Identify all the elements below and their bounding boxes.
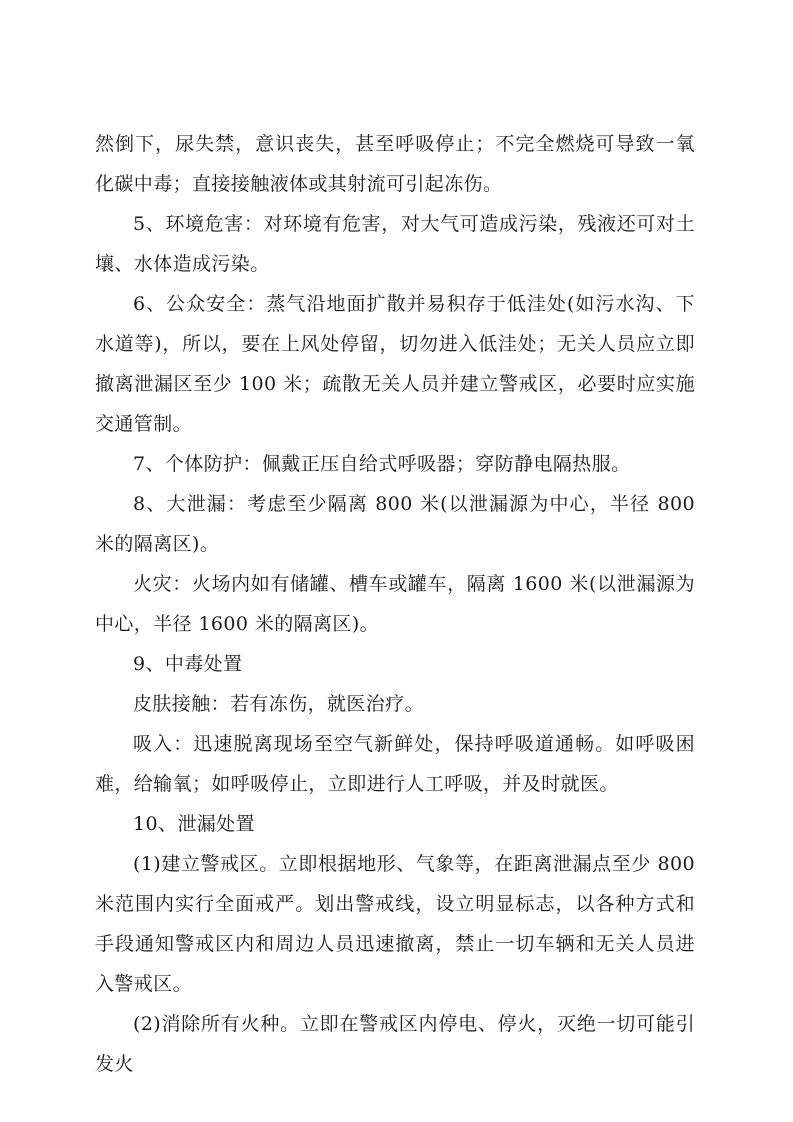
paragraph-eliminate-fire-sources: (2)消除所有火种。立即在警戒区内停电、停火，灭绝一切可能引发火 bbox=[95, 1013, 695, 1075]
paragraph-large-leak: 8、大泄漏：考虑至少隔离 800 米(以泄漏源为中心，半径 800 米的隔离区)。 bbox=[95, 493, 695, 555]
paragraph-warning-zone: (1)建立警戒区。立即根据地形、气象等，在距离泄漏点至少 800 米范围内实行全面戒严。划出警戒线，设立明显标志，以各种方式和手段通知警戒区内和周边人员迅速撤离，禁止一切车辆和无关人员进入警戒区。 bbox=[95, 853, 695, 995]
paragraph-environmental-hazard: 5、环境危害：对环境有危害，对大气可造成污染，残液还可对土壤、水体造成污染。 bbox=[95, 213, 695, 275]
paragraph-1: 然倒下，尿失禁，意识丧失，甚至呼吸停止；不完全燃烧可导致一氧化碳中毒；直接接触液体或其射流可引起冻伤。 bbox=[95, 133, 695, 195]
document-body bbox=[95, 124, 695, 1084]
paragraph-personal-protection: 7、个体防护：佩戴正压自给式呼吸器；穿防静电隔热服。 bbox=[133, 453, 631, 475]
paragraph-inhalation: 吸入：迅速脱离现场至空气新鲜处，保持呼吸道通畅。如呼吸困难，给输氧；如呼吸停止，立即进行人工呼吸，并及时就医。 bbox=[95, 733, 695, 795]
paragraph-fire: 火灾：火场内如有储罐、槽车或罐车，隔离 1600 米(以泄漏源为中心，半径 1600 米的隔离区)。 bbox=[95, 573, 695, 635]
paragraph-public-safety: 6、公众安全：蒸气沿地面扩散并易积存于低洼处(如污水沟、下水道等)，所以，要在上风处停留，切勿进入低洼处；无关人员应立即撤离泄漏区至少 100 米；疏散无关人员并建立警戒区，必要时应实施交通管制。 bbox=[95, 293, 695, 435]
heading-poisoning-treatment: 9、中毒处置 bbox=[133, 653, 243, 675]
paragraph-skin-contact: 皮肤接触：若有冻伤，就医治疗。 bbox=[133, 693, 425, 715]
heading-leak-treatment: 10、泄漏处置 bbox=[133, 813, 255, 835]
